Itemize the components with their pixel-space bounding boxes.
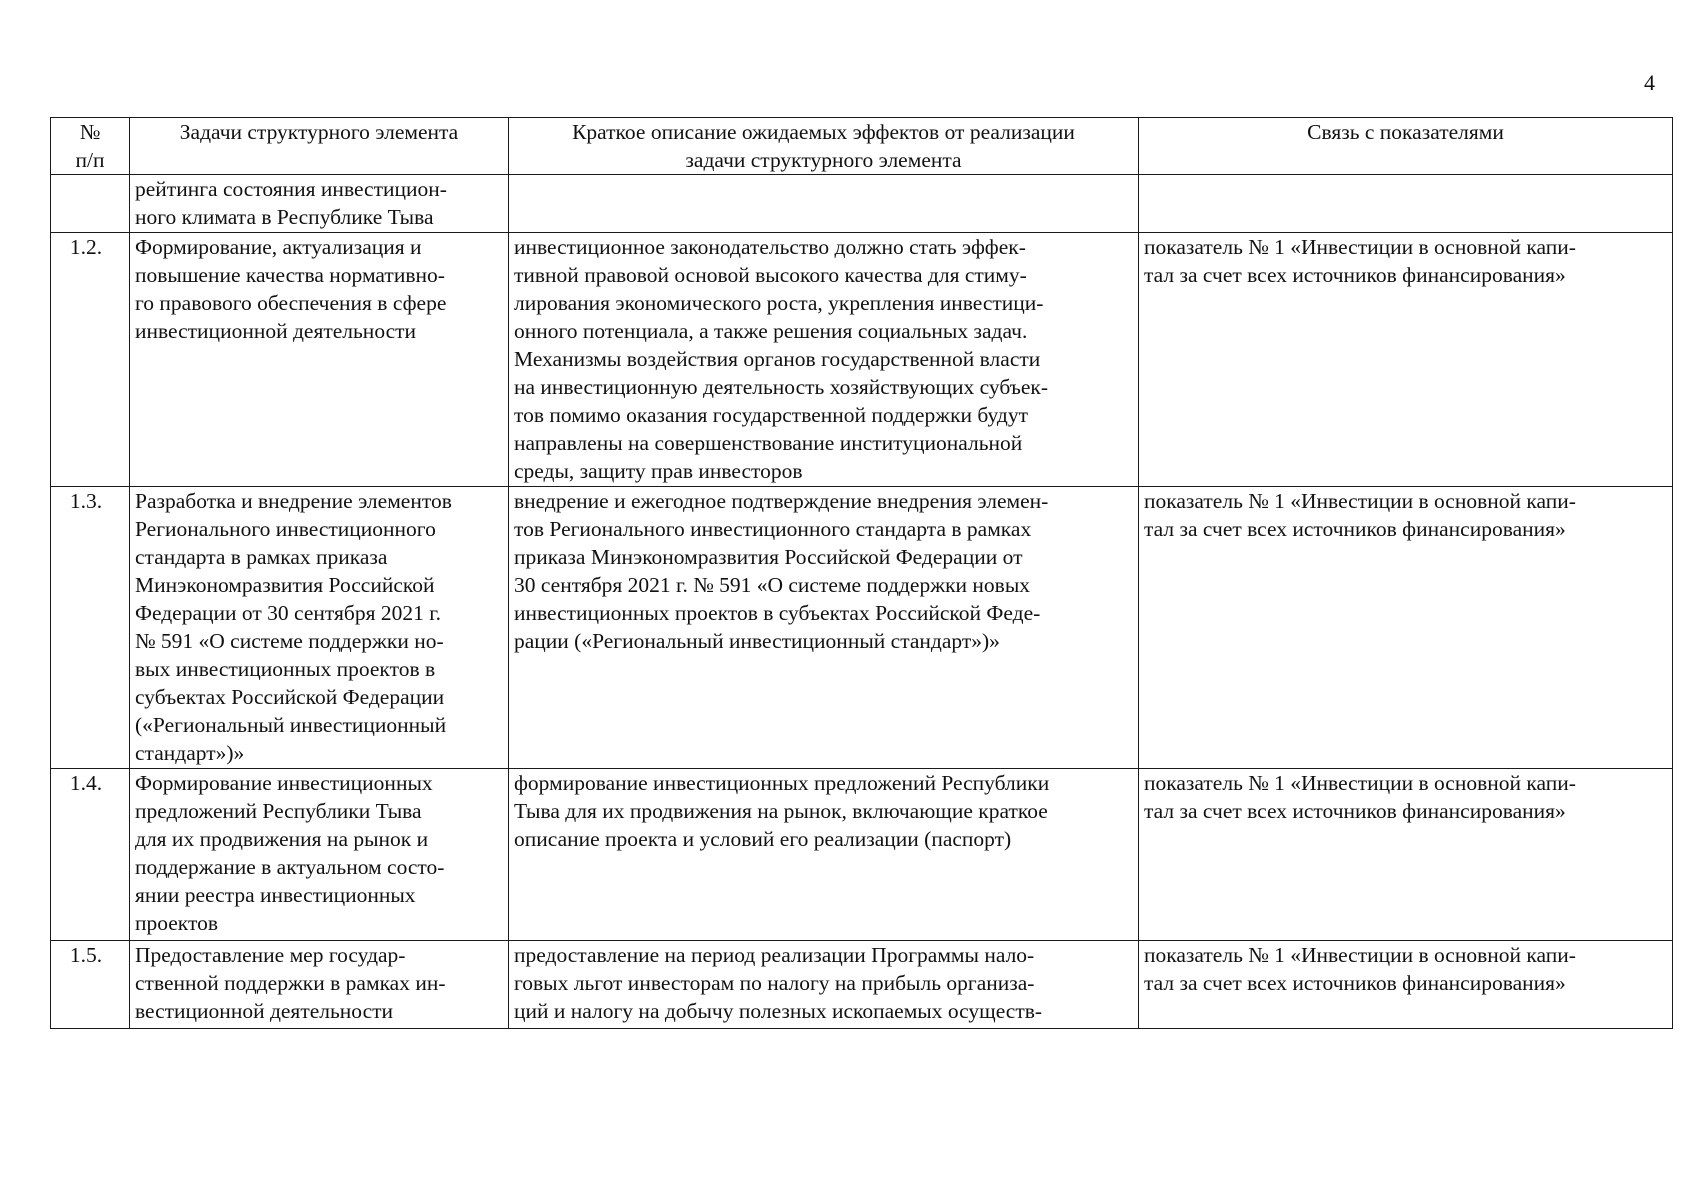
row-number [51,941,130,1029]
header-indicators [1139,118,1673,175]
header-number-text: № п/п [75,120,105,172]
row-indicator-text: показатель № 1 «Инвестиции в основной капи- тал за счет всех источников финансирования» [1144,489,1576,541]
row-task-text: рейтинга состояния инвестицион- ного климата в Республике Тыва [135,177,447,229]
row-effect-text: инвестиционное законодательство должно стать эффек- тивной правовой основой высокого качества для стиму- лирования экономического роста, укрепления инвестици- онного потенциала, а также решения социальных задач. Механизмы воздействия органов государственной власти на инвестиционную деятельность хозяйствующих субъек- тов помимо оказания государственной поддержки будут направлены на совершенствование институциональной среды, защиту прав инвесторов [514,235,1049,483]
row-task [130,769,509,941]
row-indicator [1139,175,1673,233]
tasks-table [50,117,1673,1029]
header-indicators-text: Связь с показателями [1307,120,1504,144]
row-number [51,233,130,487]
row-effect-text: предоставление на период реализации Программы нало- говых льгот инвесторам по налогу на прибыль организа- ций и налогу на добычу полезных ископаемых осуществ- [514,943,1043,1023]
row-indicator-text: показатель № 1 «Инвестиции в основной капи- тал за счет всех источников финансирования» [1144,235,1576,287]
table-row [51,175,1673,233]
header-tasks-text: Задачи структурного элемента [179,120,459,144]
table-row [51,769,1673,941]
row-number-text: 1.3. [69,489,103,513]
header-tasks [130,118,509,175]
row-number-text: 1.5. [69,943,103,967]
row-effect [509,233,1139,487]
row-indicator [1139,233,1673,487]
row-effect [509,487,1139,769]
row-indicator-text: показатель № 1 «Инвестиции в основной капи- тал за счет всех источников финансирования» [1144,771,1576,823]
row-effect-text: формирование инвестиционных предложений Республики Тыва для их продвижения на рынок, включающие краткое описание проекта и условий его реализации (паспорт) [514,771,1050,851]
row-number [51,769,130,941]
table-row [51,487,1673,769]
row-effect [509,175,1139,233]
table-row [51,941,1673,1029]
row-indicator [1139,769,1673,941]
row-task-text: Формирование, актуализация и повышение качества нормативно- го правового обеспечения в сфере инвестиционной деятельности [135,235,447,343]
table-header-row [51,118,1673,175]
row-effect [509,769,1139,941]
row-number [51,175,130,233]
page-number: 4 [1644,70,1655,95]
row-indicator-text: показатель № 1 «Инвестиции в основной капи- тал за счет всех источников финансирования» [1144,943,1576,995]
row-task [130,175,509,233]
row-effect-text: внедрение и ежегодное подтверждение внедрения элемен- тов Регионального инвестиционного стандарта в рамках приказа Минэкономразвития Российской Федерации от 30 сентября 2021 г. № 591 «О системе поддержки новых инвестиционных проектов в субъектах Российской Феде- рации («Региональный инвестиционный стандарт»)» [514,489,1049,653]
row-task-text: Разработка и внедрение элементов Регионального инвестиционного стандарта в рамках приказа Минэкономразвития Российской Федерации от 30 сентября 2021 г. № 591 «О системе поддержки но- вых инвестиционных проектов в субъектах Российской Федерации («Региональный инвестиционный стандарт»)» [135,489,452,765]
row-task [130,233,509,487]
header-effects [509,118,1139,175]
row-number [51,487,130,769]
header-number [51,118,130,175]
row-task-text: Предоставление мер государ- ственной поддержки в рамках ин- вестиционной деятельности [135,943,446,1023]
row-task [130,487,509,769]
row-indicator [1139,487,1673,769]
row-effect [509,941,1139,1029]
row-indicator [1139,941,1673,1029]
row-task-text: Формирование инвестиционных предложений Республики Тыва для их продвижения на рынок и поддержание в актуальном состо- янии реестра инвестиционных проектов [135,771,445,935]
header-effects-text: Краткое описание ожидаемых эффектов от реализации задачи структурного элемента [572,120,1075,172]
row-task [130,941,509,1029]
row-number-text: 1.4. [69,771,103,795]
table-row [51,233,1673,487]
row-number-text: 1.2. [69,235,103,259]
